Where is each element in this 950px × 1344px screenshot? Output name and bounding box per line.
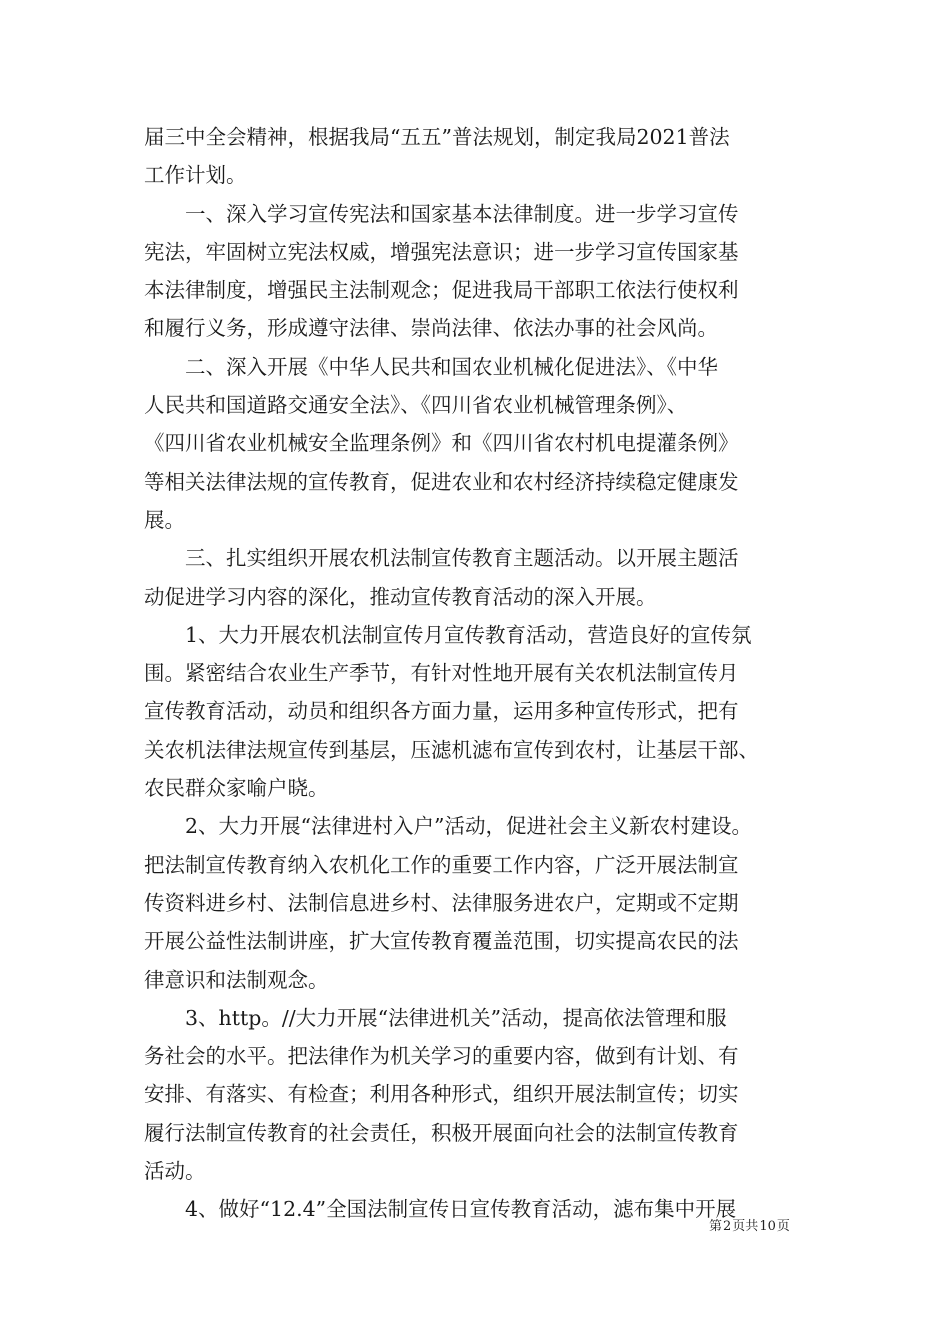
text-line: 3、http。//大力开展“法律进机关”活动，提高依法管理和服 [144, 1005, 727, 1030]
text-line: 三、扎实组织开展农机法制宣传教育主题活动。以开展主题活 [144, 546, 739, 571]
text-line: 农民群众家喻户晓。 [144, 776, 329, 801]
text-line: 等相关法律法规的宣传教育，促进农业和农村经济持续稳定健康发 [144, 469, 739, 494]
text-line: 活动。 [144, 1159, 206, 1184]
text-line: 动促进学习内容的深化，推动宣传教育活动的深入开展。 [144, 584, 657, 609]
text-line: 宣传教育活动，动员和组织各方面力量，运用多种宣传形式，把有 [144, 699, 739, 724]
text-line: 履行法制宣传教育的社会责任，积极开展面向社会的法制宣传教育 [144, 1120, 739, 1145]
total-pages-number: 10 [759, 1219, 776, 1234]
text-line: 《四川省农业机械安全监理条例》和《四川省农村机电提灌条例》 [144, 431, 739, 456]
text-line: 二、深入开展《中华人民共和国农业机械化促进法》、《中华 [144, 354, 718, 379]
text-line: 律意识和法制观念。 [144, 967, 329, 992]
text-line: 本法律制度，增强民主法制观念；促进我局干部职工依法行使权利 [144, 278, 739, 303]
text-line: 1、大力开展农机法制宣传月宣传教育活动，营造良好的宣传氛 [144, 622, 752, 647]
text-line: 安排、有落实、有检查；利用各种形式，组织开展法制宣传；切实 [144, 1082, 739, 1107]
page-footer [709, 1218, 790, 1236]
current-page-number: 2 [723, 1219, 732, 1234]
text-line: 务社会的水平。把法律作为机关学习的重要内容，做到有计划、有 [144, 1044, 739, 1069]
text-line: 关农机法律法规宣传到基层，压滤机滤布宣传到农村，让基层干部、 [144, 737, 759, 762]
text-line: 开展公益性法制讲座，扩大宣传教育覆盖范围，切实提高农民的法 [144, 929, 739, 954]
text-line: 届三中全会精神，根据我局“五五”普法规划，制定我局2021普法 [144, 125, 730, 149]
text-line: 一、深入学习宣传宪法和国家基本法律制度。进一步学习宣传 [144, 201, 739, 226]
text-line: 传资料进乡村、法制信息进乡村、法律服务进农户，定期或不定期 [144, 890, 739, 915]
footer-suffix: 页 [776, 1219, 790, 1234]
text-line: 人民共和国道路交通安全法》、《四川省农业机械管理条例》、 [144, 393, 688, 418]
text-line: 工作计划。 [144, 163, 247, 188]
text-line: 围。紧密结合农业生产季节，有针对性地开展有关农机法制宣传月 [144, 661, 739, 686]
text-line: 展。 [144, 507, 185, 532]
text-line: 4、做好“12.4”全国法制宣传日宣传教育活动，滤布集中开展 [144, 1197, 737, 1222]
text-line: 和履行义务，形成遵守法律、崇尚法律、依法办事的社会风尚。 [144, 316, 718, 341]
text-line: 宪法，牢固树立宪法权威，增强宪法意识；进一步学习宣传国家基 [144, 239, 739, 264]
text-line: 把法制宣传教育纳入农机化工作的重要工作内容，广泛开展法制宣 [144, 852, 739, 877]
footer-prefix: 第 [709, 1219, 723, 1234]
text-line: 2、大力开展“法律进村入户”活动，促进社会主义新农村建设。 [144, 814, 753, 839]
footer-middle: 页共 [732, 1219, 759, 1234]
document-body [144, 118, 809, 1229]
